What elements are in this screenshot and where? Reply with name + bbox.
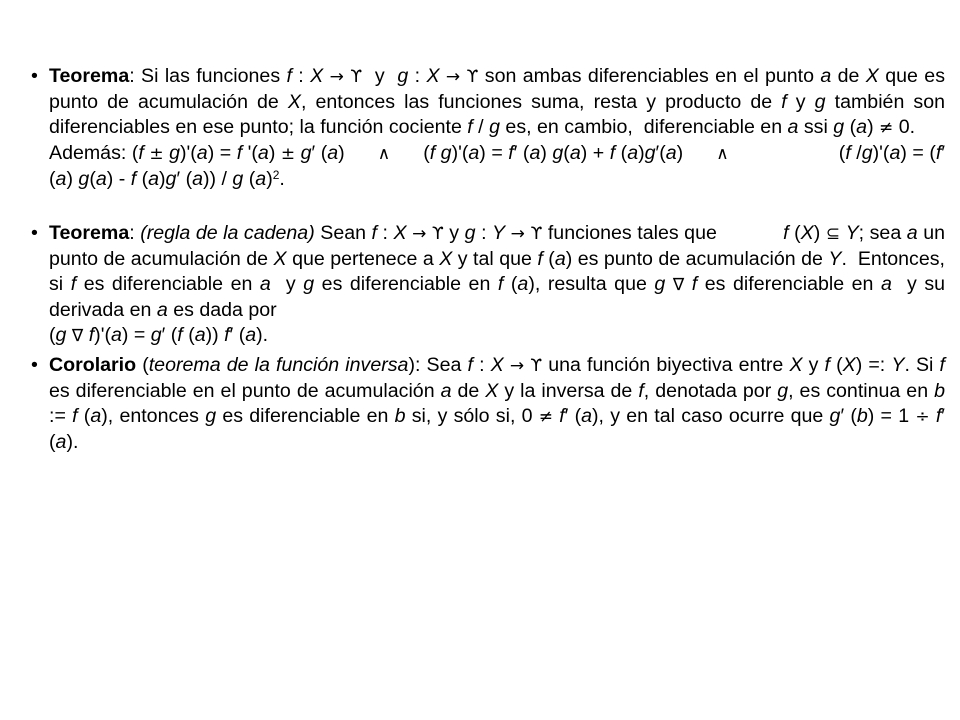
- text-segment: '(: [242, 142, 258, 164]
- math-var: a: [820, 65, 832, 87]
- text-segment: y: [802, 354, 825, 376]
- bold-term: Teorema: [49, 222, 130, 244]
- text-segment: (: [728, 142, 846, 164]
- bullet-marker: •: [31, 65, 38, 87]
- math-var: g: [169, 142, 180, 164]
- math-symbol: ϒ: [530, 356, 543, 376]
- text-segment: es diferenciable en: [697, 273, 881, 295]
- math-var: X: [426, 65, 440, 87]
- math-symbol: ϒ: [431, 224, 444, 244]
- text-segment: son ambas diferenciables en el punto: [478, 65, 821, 87]
- math-var: X: [393, 222, 407, 244]
- text-segment: ): [268, 142, 281, 164]
- text-segment: :: [472, 354, 491, 376]
- text-segment: ′ (: [176, 168, 193, 190]
- math-var: a: [856, 116, 868, 138]
- math-var: a: [192, 168, 204, 190]
- text-segment: . Si: [904, 354, 940, 376]
- math-var: a: [881, 273, 892, 295]
- math-var: a: [889, 142, 901, 164]
- text-segment: :: [377, 222, 394, 244]
- math-var: f: [467, 116, 473, 138]
- math-var: f: [845, 142, 851, 164]
- text-segment: ) =: [207, 142, 237, 164]
- math-symbol: ±: [149, 144, 164, 164]
- math-symbol: ∧: [377, 144, 391, 164]
- math-var: f: [236, 142, 243, 164]
- math-var: g: [165, 168, 177, 190]
- text-segment: ): [638, 142, 645, 164]
- text-segment: ) -: [106, 168, 131, 190]
- math-symbol: ⊆: [825, 224, 841, 244]
- math-var: f: [70, 273, 77, 295]
- math-var: a: [255, 168, 267, 190]
- text-segment: :: [129, 222, 141, 244]
- math-var: a: [554, 248, 566, 270]
- text-segment: (: [844, 116, 857, 138]
- text-segment: . Entonces, si: [49, 248, 951, 295]
- math-var: Y: [828, 248, 842, 270]
- math-var: g: [552, 142, 564, 164]
- text-segment: (: [89, 168, 96, 190]
- math-var: a: [581, 405, 593, 427]
- text-segment: :: [475, 222, 493, 244]
- text-segment: (: [542, 248, 555, 270]
- text-segment: ) = (: [900, 142, 936, 164]
- text-segment: ; sea: [858, 222, 907, 244]
- text-segment: /: [850, 142, 862, 164]
- text-segment: y: [443, 222, 465, 244]
- math-var: Y: [891, 354, 905, 376]
- math-var: a: [156, 299, 168, 321]
- math-var: g: [654, 273, 666, 295]
- math-var: X: [439, 248, 453, 270]
- math-var: a: [148, 168, 160, 190]
- math-var: f: [783, 222, 789, 244]
- text-segment: es diferenciable en: [216, 405, 395, 427]
- text-segment: 0.: [893, 116, 916, 138]
- text-segment: )): [205, 324, 225, 346]
- text-segment: de: [451, 380, 486, 402]
- math-var: a: [529, 142, 541, 164]
- text-segment: funciones tales que: [542, 222, 784, 244]
- bold-term: Teorema: [49, 65, 130, 87]
- text-segment: ) =: [121, 324, 151, 346]
- text-segment: )'(: [180, 142, 197, 164]
- math-var: f: [371, 222, 377, 244]
- text-segment: ): Sea: [408, 354, 468, 376]
- text-segment: ) =:: [855, 354, 892, 376]
- math-var: g: [829, 405, 841, 427]
- text-segment: y su derivada en: [49, 273, 951, 321]
- math-var: f: [609, 142, 616, 164]
- math-var: g: [489, 116, 500, 138]
- math-var: a: [627, 142, 639, 164]
- text-segment: [665, 273, 673, 295]
- math-var: f: [72, 405, 78, 427]
- text-segment: )'(: [94, 324, 111, 346]
- math-var: a: [55, 431, 67, 453]
- math-var: g: [205, 405, 217, 427]
- text-segment: ).: [256, 324, 269, 346]
- math-var: X: [865, 65, 879, 87]
- text-segment: y: [362, 65, 398, 87]
- text-segment: :: [408, 65, 427, 87]
- math-var: b: [394, 405, 406, 427]
- text-segment: y la inversa de: [498, 380, 639, 402]
- text-segment: Sean: [314, 222, 372, 244]
- text-segment: ): [159, 168, 166, 190]
- text-segment: (: [788, 222, 801, 244]
- text-segment: [684, 273, 692, 295]
- math-symbol: ∧: [716, 144, 729, 164]
- math-var: Y: [845, 222, 859, 244]
- math-var: g: [397, 65, 409, 87]
- bullet-marker: •: [31, 354, 38, 376]
- text-segment: ) =: [479, 142, 509, 164]
- text-segment: .: [279, 168, 285, 190]
- text-segment: ) +: [580, 142, 610, 164]
- math-var: f: [286, 65, 292, 87]
- math-symbol: →: [445, 67, 461, 87]
- text-segment: ′ (: [229, 324, 246, 346]
- text-segment: ′ (: [49, 405, 951, 453]
- math-var: a: [665, 142, 677, 164]
- math-var: teorema de la función inversa: [148, 354, 409, 376]
- math-var: X: [800, 222, 814, 244]
- math-var: X: [789, 354, 803, 376]
- math-var: f: [508, 142, 514, 164]
- text-segment: ), resulta que: [528, 273, 655, 295]
- math-var: f: [691, 273, 698, 295]
- text-segment: )'(: [451, 142, 469, 164]
- text-segment: una función biyectiva entre: [542, 354, 790, 376]
- text-segment: es diferenciable en: [76, 273, 260, 295]
- math-var: f: [467, 354, 473, 376]
- text-segment: )) /: [203, 168, 233, 190]
- text-segment: ): [66, 168, 79, 190]
- text-segment: y: [786, 91, 815, 113]
- text-segment: un punto de acumulación de: [49, 222, 951, 270]
- text-segment: y: [270, 273, 304, 295]
- math-var: b: [856, 405, 868, 427]
- math-var: f: [559, 405, 565, 427]
- math-var: X: [490, 354, 504, 376]
- text-segment: ′(: [655, 142, 666, 164]
- theorem-body: [49, 65, 950, 190]
- math-var: f: [88, 324, 95, 346]
- math-var: a: [327, 142, 339, 164]
- text-segment: ′ (: [311, 142, 328, 164]
- math-var: g: [644, 142, 656, 164]
- text-segment: (: [563, 142, 570, 164]
- text-segment: (: [136, 168, 149, 190]
- math-var: X: [310, 65, 324, 87]
- math-var: a: [468, 142, 480, 164]
- math-var: (regla de la cadena): [140, 222, 315, 244]
- math-symbol: →: [329, 67, 344, 87]
- superscript: 2: [272, 168, 280, 182]
- text-segment: si, y sólo si, 0: [405, 405, 539, 427]
- math-var: f: [138, 142, 144, 164]
- text-segment: es, en cambio, diferenciable en: [499, 116, 788, 138]
- math-var: a: [110, 324, 122, 346]
- text-segment: ): [676, 142, 717, 164]
- math-var: a: [194, 324, 206, 346]
- text-segment: ′ (: [840, 405, 857, 427]
- math-var: f: [935, 142, 942, 164]
- math-var: f: [537, 248, 543, 270]
- text-segment: (: [503, 273, 518, 295]
- math-var: a: [95, 168, 107, 190]
- math-symbol: ÷: [915, 407, 930, 427]
- math-symbol: ϒ: [530, 224, 543, 244]
- text-segment: , es continua en: [788, 380, 935, 402]
- text-segment: también son diferenciables en ese punto; la función cociente: [49, 91, 951, 138]
- math-var: X: [287, 91, 301, 113]
- math-var: a: [259, 273, 271, 295]
- math-var: b: [934, 380, 945, 402]
- math-var: f: [177, 324, 183, 346]
- theorem-body: [49, 222, 950, 346]
- math-var: a: [245, 324, 257, 346]
- text-segment: (: [390, 142, 430, 164]
- math-var: g: [150, 324, 162, 346]
- math-var: a: [257, 142, 269, 164]
- text-segment: ssi: [798, 116, 834, 138]
- math-var: f: [939, 354, 945, 376]
- math-var: g: [300, 142, 312, 164]
- text-segment: ) es punto de acumulación de: [565, 248, 829, 270]
- math-var: g: [833, 116, 845, 138]
- theorem-differentiability-operations: [31, 64, 951, 192]
- text-segment: :: [291, 65, 311, 87]
- math-var: X: [273, 248, 287, 270]
- math-var: f: [781, 91, 787, 113]
- math-var: f: [130, 168, 137, 190]
- math-var: a: [517, 273, 529, 295]
- text-segment: : Si las funciones: [129, 65, 287, 87]
- text-segment: es diferenciable en el punto de acumulación: [49, 354, 951, 402]
- text-segment: ): [867, 116, 880, 138]
- math-symbol: →: [509, 356, 525, 376]
- text-segment: (: [182, 324, 195, 346]
- text-segment: (: [49, 324, 56, 346]
- math-var: a: [906, 222, 918, 244]
- math-var: a: [787, 116, 799, 138]
- math-symbol: →: [412, 224, 427, 244]
- text-segment: ) = 1: [867, 405, 916, 427]
- text-segment: ), entonces: [101, 405, 206, 427]
- text-segment: de: [831, 65, 866, 87]
- math-var: a: [196, 142, 208, 164]
- text-segment: , entonces las funciones suma, resta y producto de: [300, 91, 782, 113]
- bold-term: Corolario: [49, 354, 137, 376]
- corollary-body: [49, 354, 950, 453]
- math-var: f: [824, 354, 830, 376]
- math-var: g: [464, 222, 476, 244]
- math-symbol: ϒ: [466, 67, 479, 87]
- text-segment: ′ (: [513, 142, 530, 164]
- math-var: g: [78, 168, 90, 190]
- text-segment: ′ (: [49, 142, 951, 190]
- text-segment: ′ (: [161, 324, 178, 346]
- text-segment: y tal que: [452, 248, 538, 270]
- text-segment: ): [813, 222, 826, 244]
- math-var: f: [935, 405, 942, 427]
- math-var: a: [440, 380, 452, 402]
- text-segment: ): [266, 168, 273, 190]
- math-var: a: [55, 168, 67, 190]
- math-symbol: →: [510, 224, 525, 244]
- math-var: g: [232, 168, 244, 190]
- math-var: g: [861, 142, 873, 164]
- math-var: a: [569, 142, 581, 164]
- math-symbol: ±: [280, 144, 296, 164]
- math-symbol: ∇: [71, 326, 84, 346]
- math-var: f: [638, 380, 644, 402]
- math-var: f: [497, 273, 504, 295]
- math-symbol: ≠: [538, 407, 553, 427]
- text-segment: (: [136, 354, 149, 376]
- math-var: f: [224, 324, 230, 346]
- corollary-inverse-function: [31, 353, 951, 455]
- math-var: g: [777, 380, 789, 402]
- text-segment: (: [77, 405, 91, 427]
- math-symbol: ϒ: [350, 67, 363, 87]
- math-var: g: [814, 91, 826, 113]
- text-segment: que pertenece a: [286, 248, 440, 270]
- text-segment: ′ (: [564, 405, 582, 427]
- math-var: g: [55, 324, 67, 346]
- theorem-chain-rule: [31, 221, 951, 349]
- text-segment: , denotada por: [643, 380, 778, 402]
- text-segment: que es punto de acumulación de: [49, 65, 951, 113]
- math-var: Y: [492, 222, 506, 244]
- math-symbol: ∇: [672, 275, 685, 295]
- text-segment: es diferenciable en: [314, 273, 498, 295]
- text-segment: ), y en tal caso ocurre que: [592, 405, 830, 427]
- math-var: a: [90, 405, 102, 427]
- text-segment: ): [540, 142, 553, 164]
- math-symbol: ≠: [879, 118, 894, 138]
- text-segment: (: [830, 354, 843, 376]
- text-segment: /: [472, 116, 490, 138]
- bullet-marker: •: [31, 222, 38, 244]
- text-segment: Además: (: [49, 142, 139, 164]
- theorem-list: [31, 64, 951, 455]
- text-segment: (: [243, 168, 256, 190]
- text-segment: ): [338, 142, 378, 164]
- math-var: g: [303, 273, 315, 295]
- text-segment: ).: [66, 431, 79, 453]
- text-segment: es dada por: [167, 299, 277, 321]
- text-segment: (: [615, 142, 628, 164]
- math-var: X: [485, 380, 499, 402]
- math-var: f g: [429, 142, 452, 164]
- text-segment: :=: [49, 380, 951, 427]
- math-var: X: [842, 354, 856, 376]
- text-segment: )'(: [872, 142, 890, 164]
